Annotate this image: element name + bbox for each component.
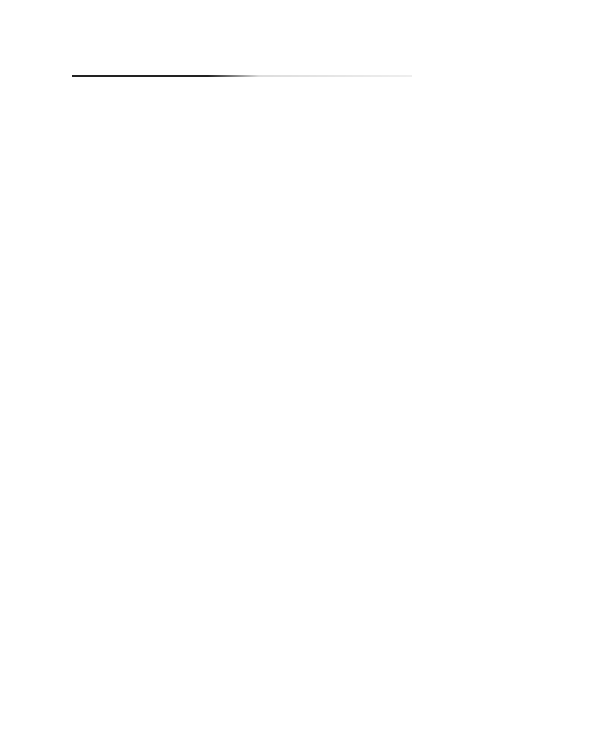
text-line	[134, 302, 524, 323]
title-underline	[72, 75, 412, 77]
text-line	[134, 426, 524, 447]
text-line	[134, 322, 524, 343]
text-line	[134, 343, 524, 364]
text-line	[134, 363, 524, 384]
text-line	[134, 179, 524, 200]
text-line	[150, 656, 500, 677]
text-line	[134, 240, 524, 261]
text-line	[134, 281, 524, 302]
text-line	[150, 595, 500, 616]
text-line	[134, 220, 524, 241]
text-line	[134, 406, 524, 427]
text-line	[150, 574, 500, 595]
text-line	[134, 199, 524, 220]
text-line	[134, 139, 524, 160]
text-line	[134, 118, 524, 139]
text-line	[150, 615, 500, 636]
text-line	[134, 158, 524, 179]
text-line	[134, 261, 524, 282]
text-line	[134, 385, 524, 406]
text-line	[150, 636, 500, 657]
